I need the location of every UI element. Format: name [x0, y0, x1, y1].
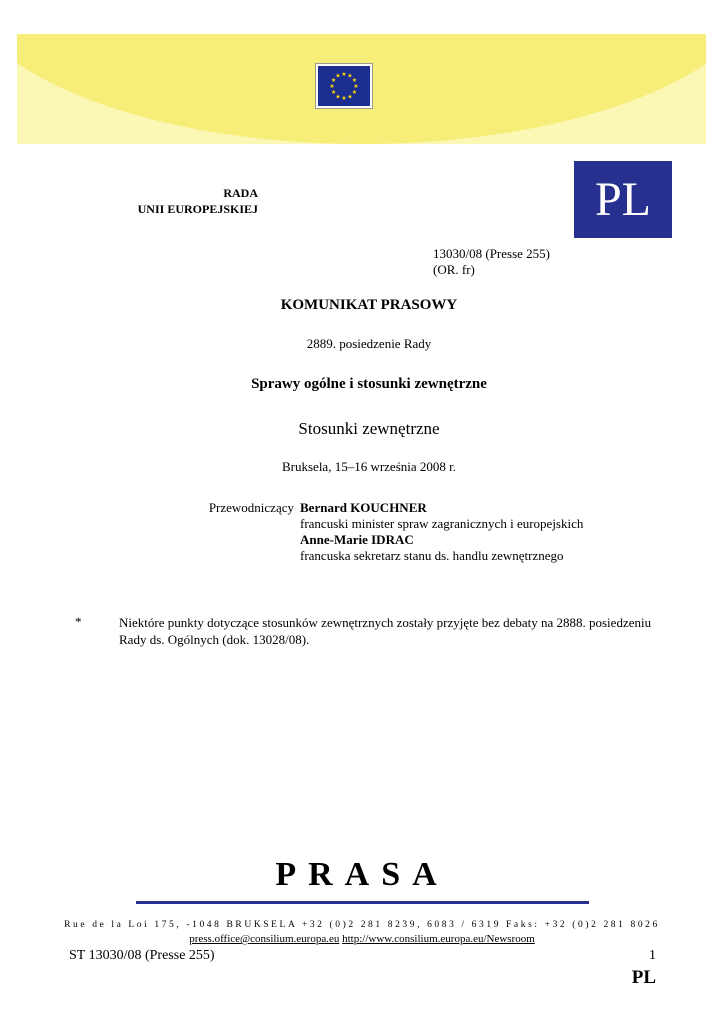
press-heading: PRASA	[275, 856, 449, 893]
star-icon: ★	[351, 78, 358, 84]
star-icon: ★	[351, 90, 358, 96]
star-icon: ★	[329, 84, 335, 90]
president-role-1: francuski minister spraw zagranicznych i europejskich	[300, 516, 584, 531]
document-reference	[433, 246, 550, 278]
eu-flag-icon	[316, 64, 372, 108]
star-icon: ★	[353, 84, 359, 90]
email-link[interactable]: press.office@consilium.europa.eu	[189, 933, 340, 945]
star-icon: ★	[341, 72, 347, 78]
star-icon: ★	[335, 94, 341, 101]
footer-rule	[136, 901, 589, 904]
contact-links	[0, 933, 724, 945]
note-marker: *	[75, 614, 82, 629]
star-icon: ★	[335, 73, 341, 80]
footer-document-id: ST 13030/08 (Presse 255)	[69, 948, 215, 963]
press-release-title: KOMUNIKAT PRASOWY	[280, 297, 458, 313]
star-icon: ★	[330, 90, 337, 96]
star-icon: ★	[330, 78, 337, 84]
presidency-block	[300, 500, 583, 564]
language-badge: PL	[574, 161, 672, 238]
president-name-1: Bernard KOUCHNER	[300, 500, 427, 515]
star-icon: ★	[341, 96, 347, 102]
place-date: Bruksela, 15–16 września 2008 r.	[281, 459, 457, 474]
session-topic: Stosunki zewnętrzne	[298, 419, 440, 438]
page-number: 1	[649, 948, 656, 963]
website-link[interactable]: http://www.consilium.europa.eu/Newsroom	[342, 933, 535, 945]
council-line-2: UNII EUROPEJSKIEJ	[137, 202, 258, 216]
doc-ref: 13030/08 (Presse 255)	[433, 246, 550, 261]
council-configuration: Sprawy ogólne i stosunki zewnętrzne	[251, 376, 487, 392]
star-icon: ★	[347, 73, 353, 80]
doc-original-language: (OR. fr)	[433, 262, 475, 277]
address-line: Rue de la Loi 175, -1048 BRUKSELA +32 (0)2 281 8239, 6083 / 6319 Faks: +32 (0)2 281 8026	[64, 920, 660, 930]
note-text: Niektóre punkty dotyczące stosunków zewnętrznych zostały przyjęte bez debaty na 2888. posiedzeniu Rady ds. Ogólnych (dok. 13028/08).	[119, 615, 652, 647]
star-icon: ★	[347, 94, 353, 101]
president-name-2: Anne-Marie IDRAC	[300, 532, 414, 547]
council-line-1: RADA	[223, 186, 258, 200]
council-name	[138, 185, 258, 217]
presidency-label: Przewodniczący	[208, 500, 294, 515]
footer-language: PL	[631, 967, 656, 988]
president-role-2: francuska sekretarz stanu ds. handlu zewnętrznego	[300, 548, 564, 563]
meeting-number: 2889. posiedzenie Rady	[306, 336, 432, 351]
